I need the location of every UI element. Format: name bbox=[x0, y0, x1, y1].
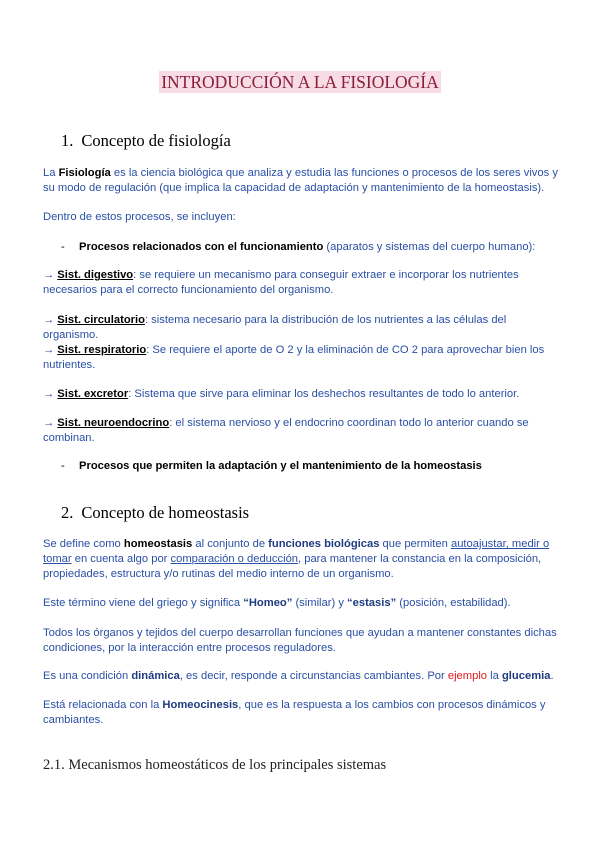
paragraph-definition: La Fisiología es la ciencia biológica que analiza y estudia las funciones o procesos de los seres vivos y su modo de regulación (que implica la capacidad de adaptación y mantenimiento de la homeostasis). bbox=[43, 167, 558, 194]
system-item-respiratorio: → Sist. respiratorio: Se requiere el aporte de O 2 y la eliminación de CO 2 para aprovechar bien los nutrientes. bbox=[43, 344, 545, 371]
system-item-excretor: → Sist. excretor: Sistema que sirve para eliminar los deshechos resultantes de todo lo anterior. bbox=[43, 388, 520, 400]
section-number: 2. bbox=[61, 503, 74, 522]
section-number: 1. bbox=[61, 131, 74, 150]
bullet-item: - Procesos que permiten la adaptación y el mantenimiento de la homeostasis bbox=[61, 460, 482, 472]
system-item-neuroendocrino: → Sist. neuroendocrino: el sistema nervioso y el endocrino coordinan todo lo anterior cuando se combinan. bbox=[43, 417, 529, 444]
paragraph-dynamic: Es una condición dinámica, es decir, responde a circunstancias cambiantes. Por ejemplo la glucemia. bbox=[43, 670, 554, 682]
paragraph-homeocinesis: Está relacionada con la Homeocinesis, que es la respuesta a los cambios con procesos dinámicos y cambiantes. bbox=[43, 699, 546, 726]
subsection-heading: 2.1. Mecanismos homeostáticos de los principales sistemas bbox=[43, 757, 387, 773]
section-title: Concepto de fisiología bbox=[81, 131, 231, 150]
paragraph-homeostasis-definition: Se define como homeostasis al conjunto de funciones biológicas que permiten autoajustar, medir o tomar en cuenta algo por comparación o deducción, para mantener la constancia en la composición, propiedades, estructura y/o rutinas del medio interno de un organismo. bbox=[43, 538, 550, 580]
paragraph-intro-list: Dentro de estos procesos, se incluyen: bbox=[43, 211, 236, 223]
system-item-circulatorio: → Sist. circulatorio: sistema necesario para la distribución de los nutrientes a las células del organismo. bbox=[43, 314, 507, 341]
document-title: INTRODUCCIÓN A LA FISIOLOGÍA bbox=[161, 72, 439, 92]
paragraph-organs: Todos los órganos y tejidos del cuerpo desarrollan funciones que ayudan a mantener constantes dichas condiciones, por la interacción entre procesos reguladores. bbox=[43, 627, 557, 654]
section-heading-2 bbox=[61, 503, 249, 523]
term-fisiologia: Fisiología bbox=[58, 167, 111, 179]
section-heading-1 bbox=[61, 131, 231, 151]
section-title: Concepto de homeostasis bbox=[81, 503, 250, 522]
paragraph-etymology: Este término viene del griego y significa “Homeo” (similar) y “estasis” (posición, estabilidad). bbox=[43, 597, 511, 609]
bullet-item: - Procesos relacionados con el funcionamiento (aparatos y sistemas del cuerpo humano): bbox=[61, 241, 536, 253]
system-item-digestivo: → Sist. digestivo: se requiere un mecanismo para conseguir extraer e incorporar los nutrientes necesarios para el correcto funcionamiento del organismo. bbox=[43, 269, 519, 296]
